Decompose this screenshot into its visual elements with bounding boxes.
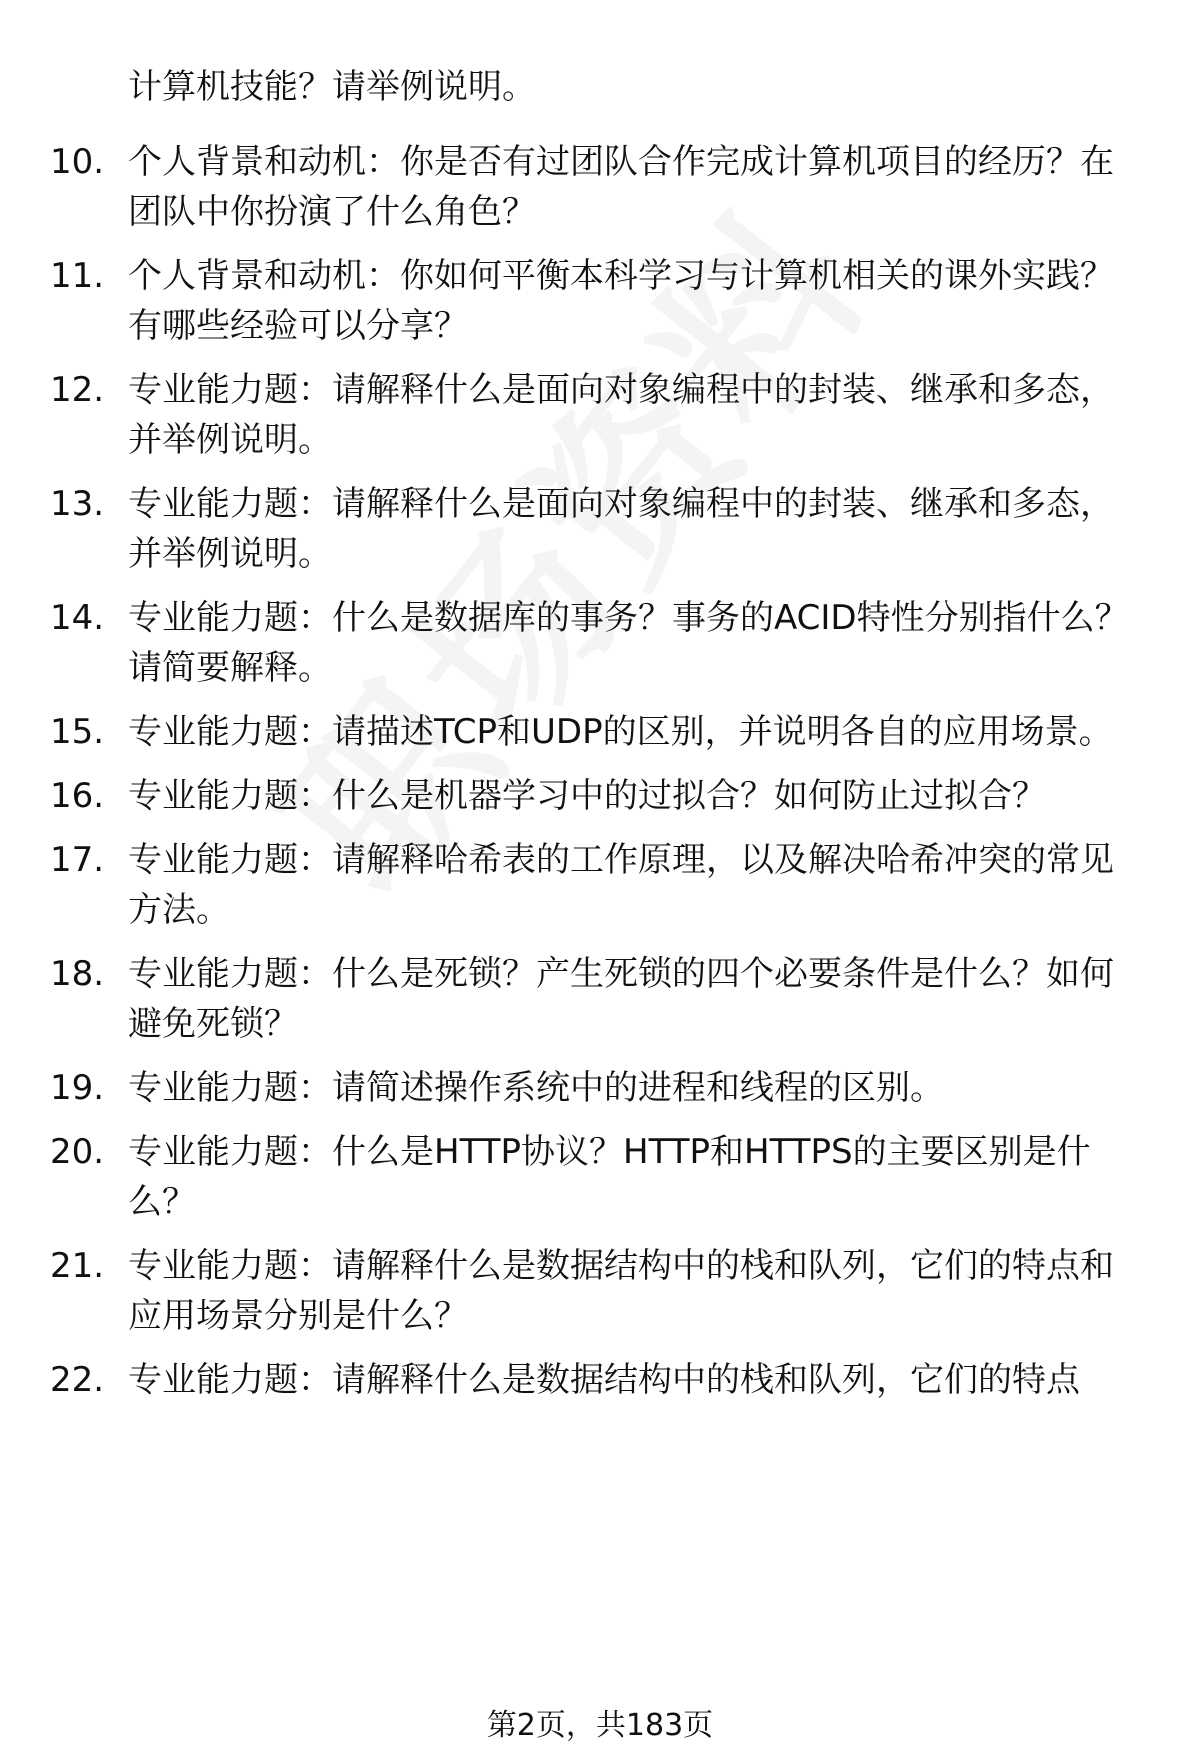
question-text: 个人背景和动机：你是否有过团队合作完成计算机项目的经历？在团队中你扮演了什么角色？	[128, 142, 1114, 232]
question-number: 22.	[50, 1360, 105, 1400]
question-item	[50, 365, 1150, 465]
question-text: 专业能力题：请解释什么是面向对象编程中的封装、继承和多态，并举例说明。	[128, 370, 1114, 460]
question-number: 20.	[50, 1132, 105, 1172]
question-text: 专业能力题：什么是HTTP协议？HTTP和HTTPS的主要区别是什么？	[128, 1132, 1091, 1222]
question-number: 13.	[50, 484, 105, 524]
question-text: 专业能力题：请简述操作系统中的进程和线程的区别。	[128, 1068, 944, 1108]
question-text: 专业能力题：什么是死锁？产生死锁的四个必要条件是什么？如何避免死锁？	[128, 954, 1114, 1044]
question-item	[50, 1241, 1150, 1341]
question-item	[50, 1355, 1150, 1405]
question-number: 14.	[50, 598, 105, 638]
question-number: 18.	[50, 954, 105, 994]
question-number: 11.	[50, 256, 105, 296]
question-item	[50, 1127, 1150, 1227]
question-item	[50, 771, 1150, 821]
question-number: 12.	[50, 370, 105, 410]
question-list	[50, 137, 1150, 1419]
question-number: 10.	[50, 142, 105, 182]
question-number: 21.	[50, 1246, 105, 1286]
question-item	[50, 949, 1150, 1049]
continued-question-text: 计算机技能？请举例说明。	[128, 67, 536, 107]
question-text: 专业能力题：请解释什么是数据结构中的栈和队列，它们的特点	[128, 1360, 1080, 1400]
question-number: 15.	[50, 712, 105, 752]
question-item	[50, 479, 1150, 579]
question-text: 专业能力题：请描述TCP和UDP的区别，并说明各自的应用场景。	[128, 712, 1113, 752]
question-item	[50, 593, 1150, 693]
question-item	[50, 1063, 1150, 1113]
question-text: 专业能力题：请解释什么是面向对象编程中的封装、继承和多态，并举例说明。	[128, 484, 1114, 574]
question-text: 专业能力题：什么是机器学习中的过拟合？如何防止过拟合？	[128, 776, 1046, 816]
page-footer: 第2页，共183页	[486, 1708, 714, 1743]
question-text: 个人背景和动机：你如何平衡本科学习与计算机相关的课外实践？有哪些经验可以分享？	[128, 256, 1114, 346]
question-number: 19.	[50, 1068, 105, 1108]
question-item	[50, 251, 1150, 351]
question-text: 专业能力题：什么是数据库的事务？事务的ACID特性分别指什么？请简要解释。	[128, 598, 1129, 688]
question-item	[50, 137, 1150, 237]
question-number: 16.	[50, 776, 105, 816]
question-text: 专业能力题：请解释什么是数据结构中的栈和队列，它们的特点和应用场景分别是什么？	[128, 1246, 1114, 1336]
question-item	[50, 835, 1150, 935]
question-item	[50, 707, 1150, 757]
question-text: 专业能力题：请解释哈希表的工作原理，以及解决哈希冲突的常见方法。	[128, 840, 1114, 930]
question-number: 17.	[50, 840, 105, 880]
